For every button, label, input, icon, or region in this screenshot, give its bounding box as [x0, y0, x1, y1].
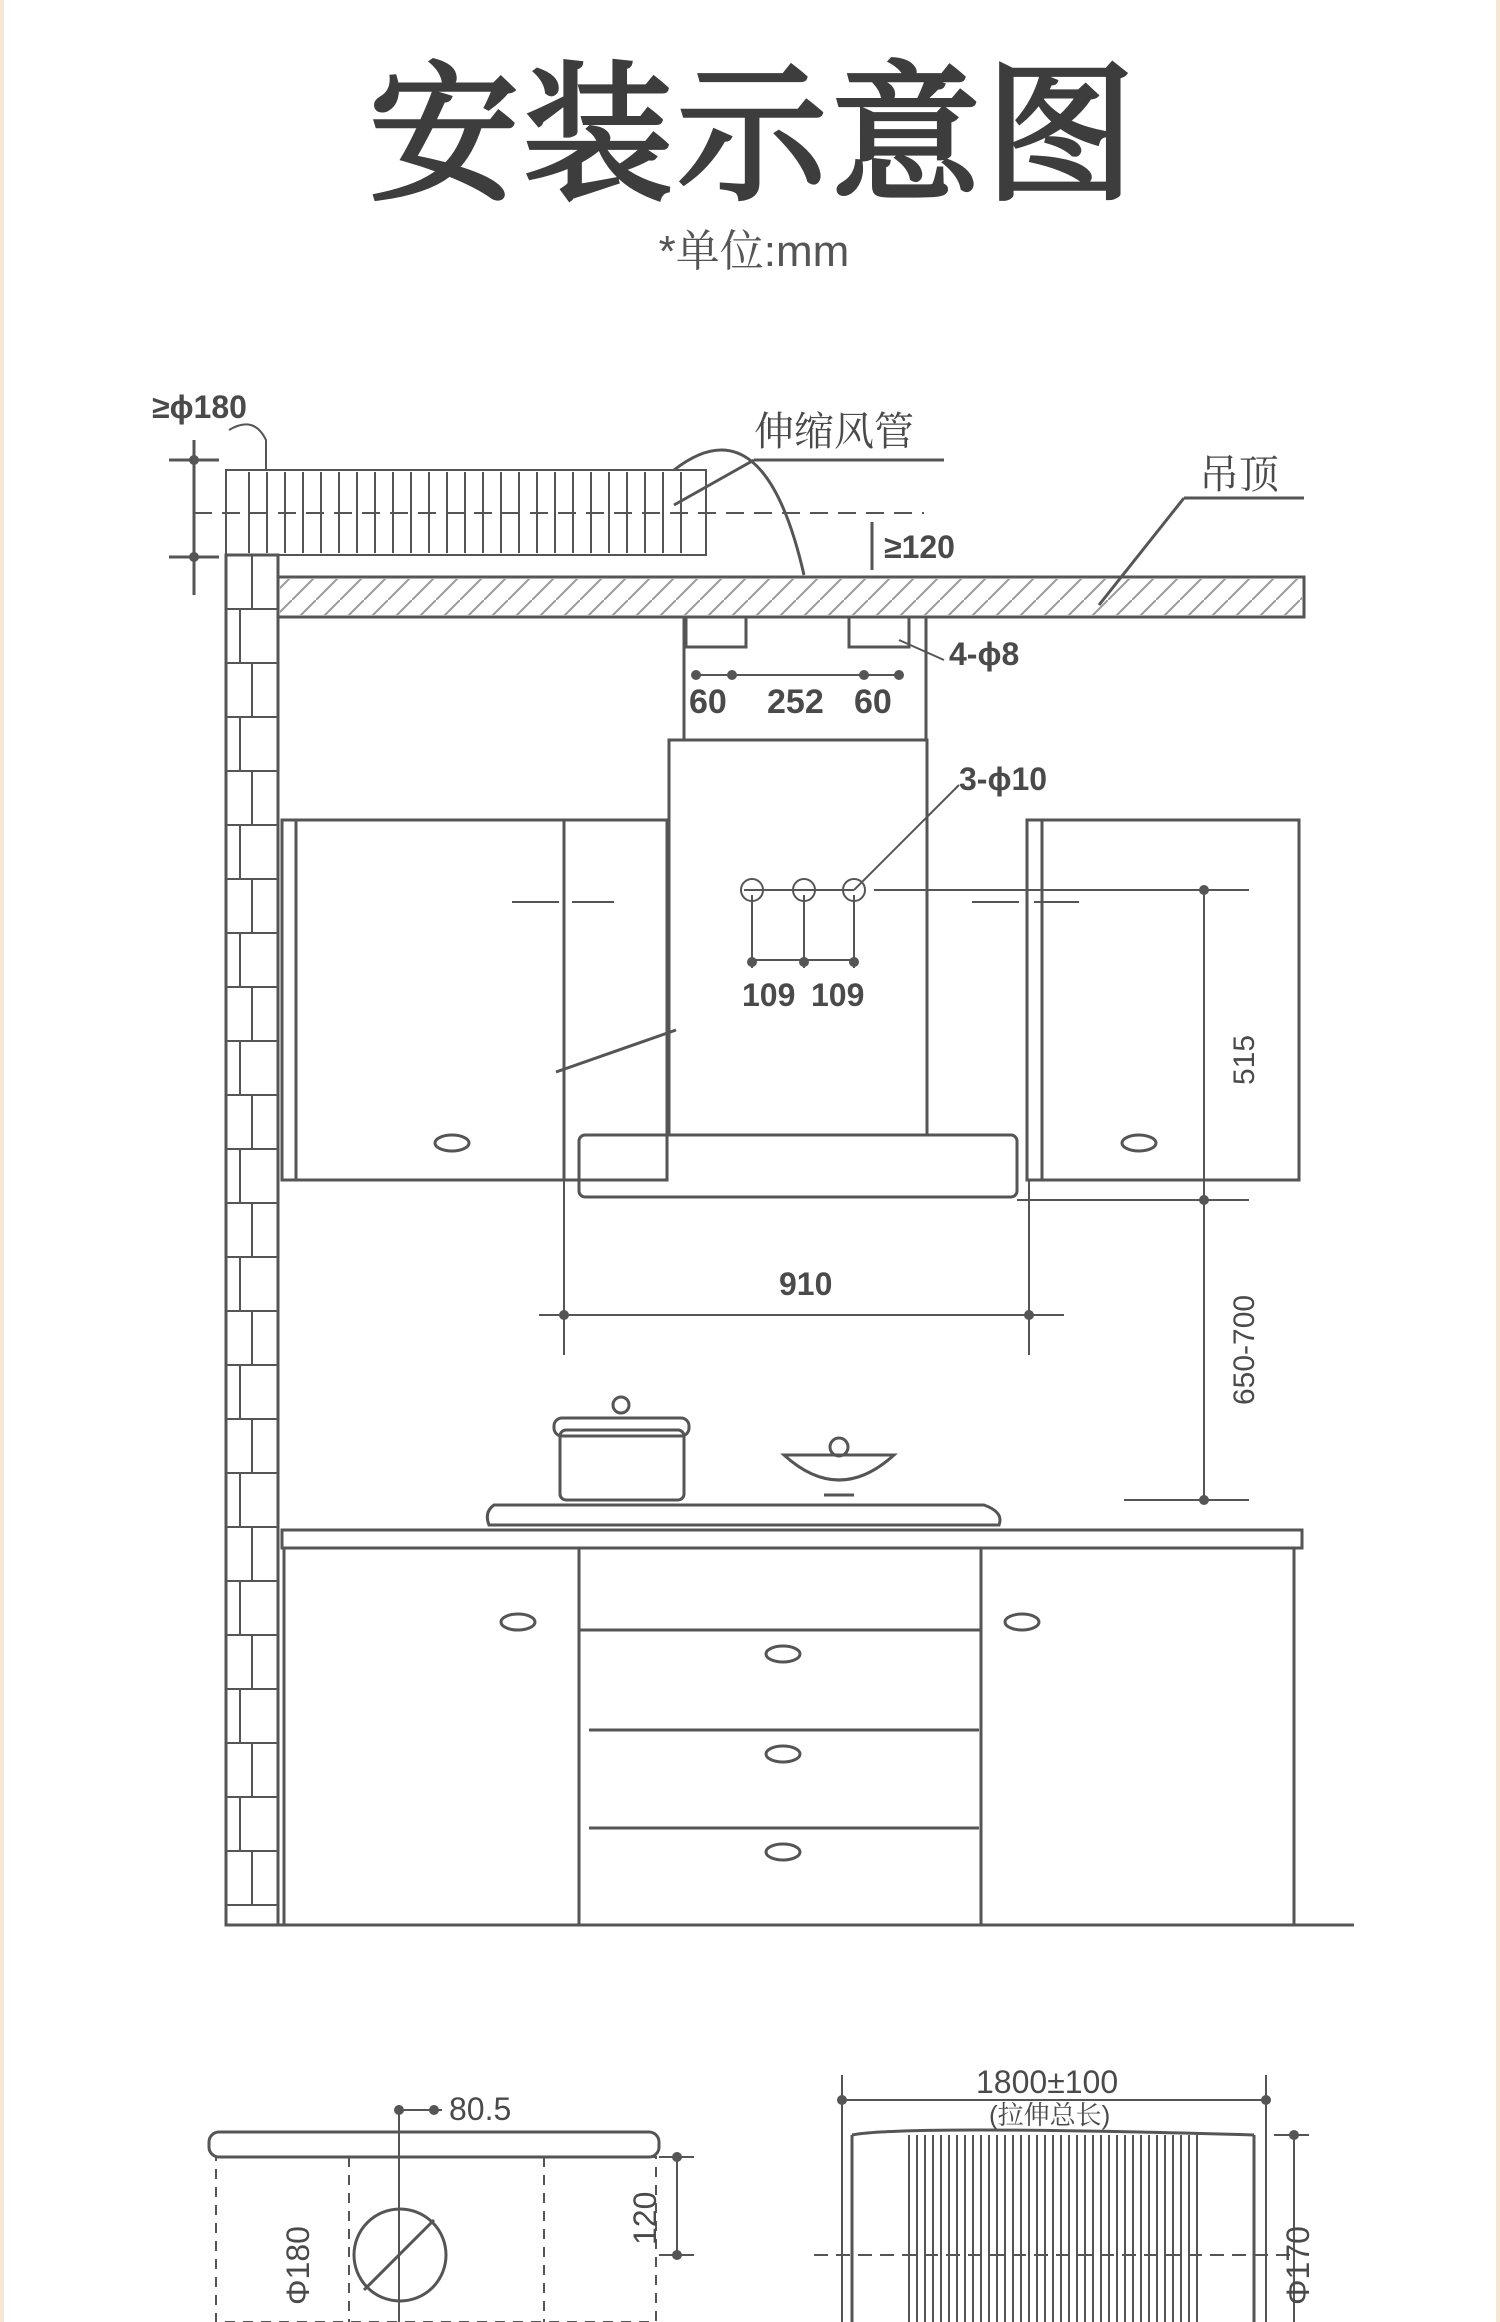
cooktop-with-pots: [487, 1397, 1000, 1525]
vertical-dimensions: [874, 890, 1249, 1500]
mounting-bracket: [684, 617, 944, 740]
duct-length-label: 1800±100: [976, 2064, 1119, 2100]
page-title: 安装示意图: [368, 51, 1139, 219]
height-install-label: 650-700: [1228, 1294, 1261, 1405]
brick-wall: [226, 555, 278, 1925]
dimension-dots: [189, 455, 1299, 2260]
duct-diameter-label: ≥ϕ180: [152, 389, 247, 425]
bracket-spacing-left: 60: [689, 683, 727, 721]
flexible-duct-label: 伸缩风管: [754, 410, 914, 454]
mount-holes-label: 3-ϕ10: [959, 761, 1048, 797]
width-hood-label: 910: [779, 1266, 833, 1302]
bracket-holes-label: 4-ϕ8: [949, 636, 1020, 672]
duct-length-note: (拉伸总长): [989, 2100, 1111, 2130]
flange-height-label: 120: [627, 2191, 663, 2245]
range-hood-drawing: [556, 740, 1017, 1197]
hole-spacing-2: 109: [811, 977, 865, 1013]
bracket-spacing-right: 60: [854, 683, 892, 721]
ceiling-gap-label: ≥120: [884, 529, 955, 565]
ceiling-label: 吊顶: [1199, 453, 1279, 497]
flange-offset-label: 80.5: [449, 2091, 512, 2127]
bracket-spacing-mid: 252: [767, 683, 824, 721]
unit-note: *单位:mm: [658, 227, 850, 276]
flange-diameter-label: Φ180: [280, 2226, 316, 2305]
duct-diameter-bottom-label: Φ170: [1280, 2226, 1316, 2305]
hole-spacing-1: 109: [742, 977, 796, 1013]
ceiling-drawing: [278, 498, 1304, 617]
height-hood-label: 515: [1228, 1034, 1261, 1085]
installation-drawing: [4, 0, 1500, 2322]
base-cabinets: [226, 1530, 1354, 1925]
